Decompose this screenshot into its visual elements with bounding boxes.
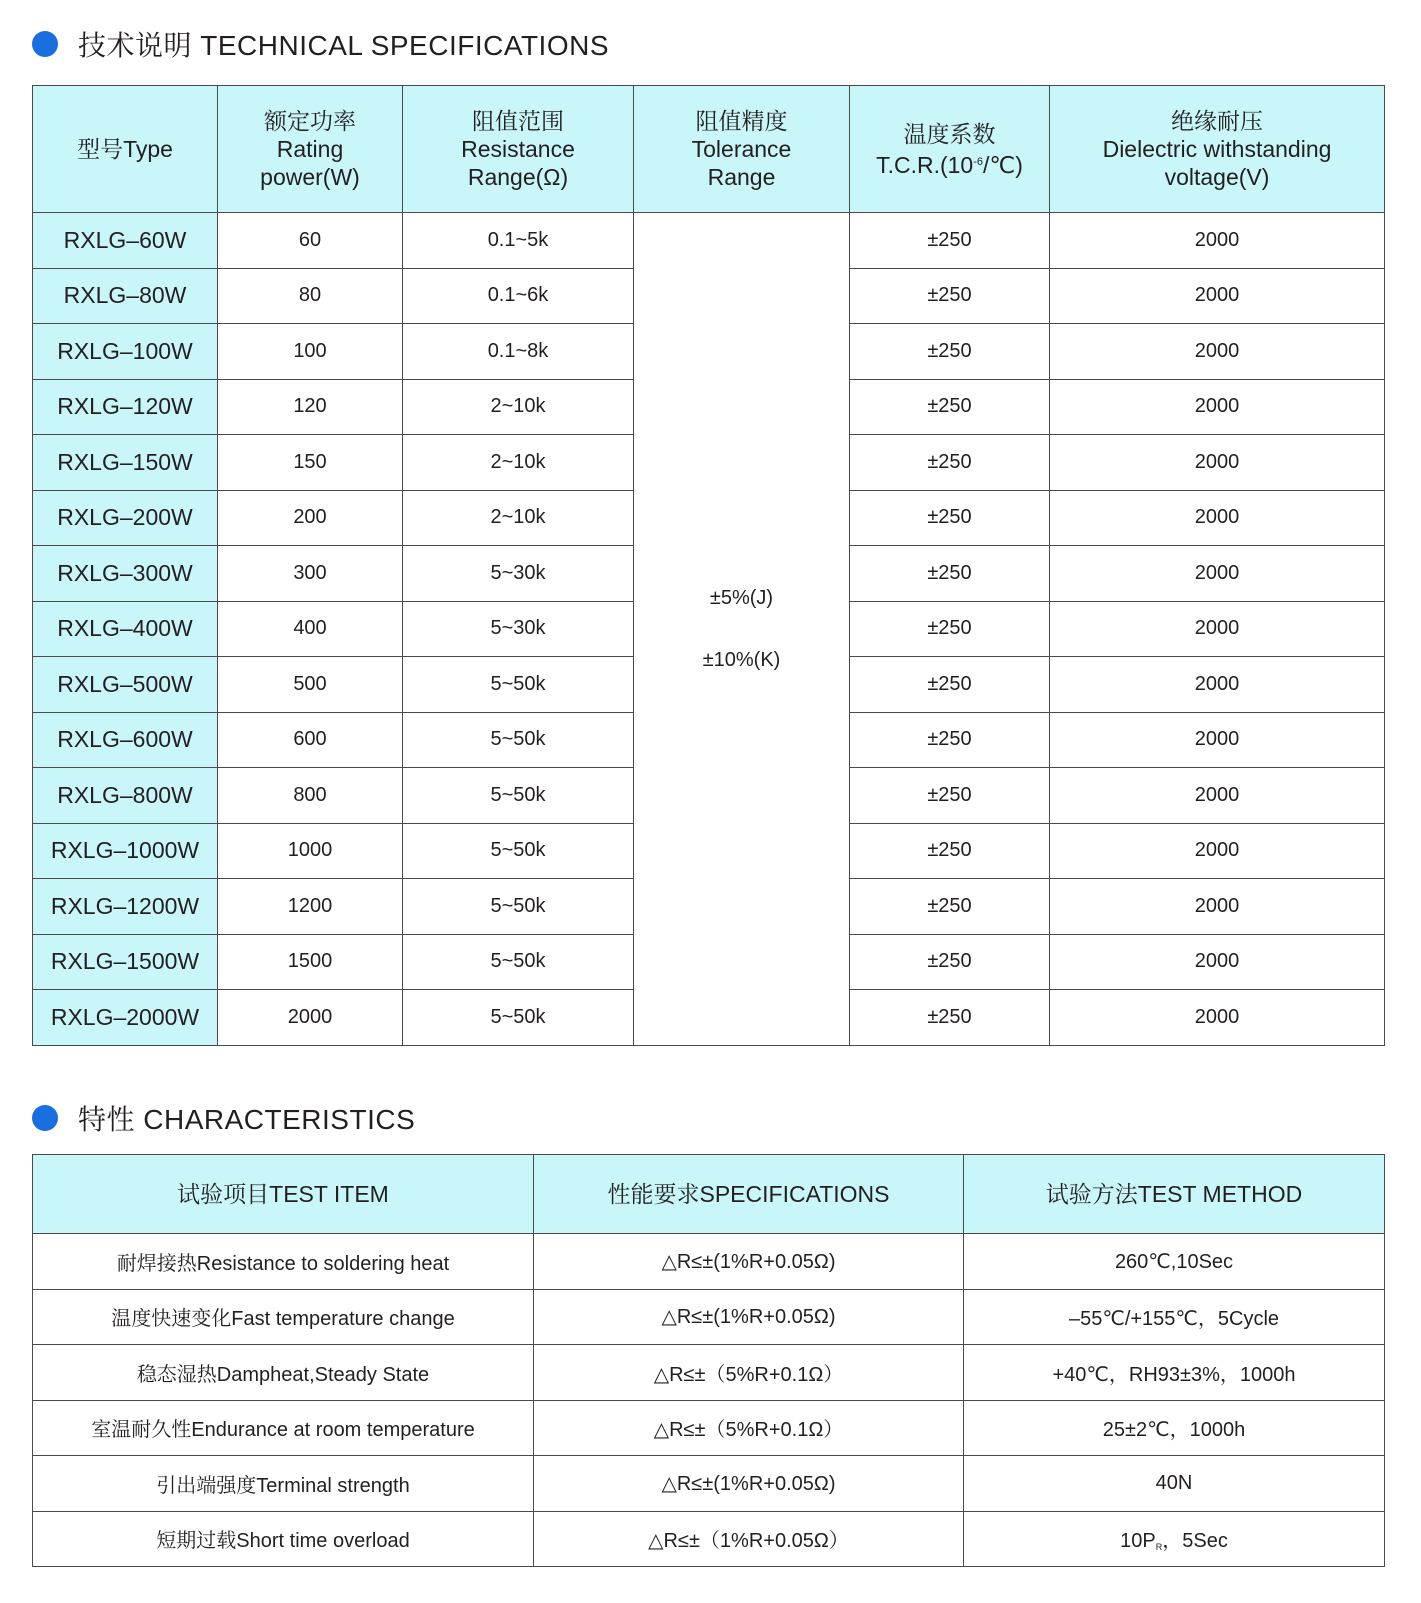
cell-power: 800 <box>218 768 403 824</box>
cell-tcr: ±250 <box>850 934 1050 990</box>
cell-voltage: 2000 <box>1050 546 1385 602</box>
cell-spec: △R≤±(1%R+0.05Ω) <box>534 1456 964 1512</box>
cell-power: 1200 <box>218 879 403 935</box>
cell-tcr: ±250 <box>850 324 1050 380</box>
cell-type: RXLG–2000W <box>33 990 218 1046</box>
cell-type: RXLG–150W <box>33 435 218 491</box>
cell-spec: △R≤±(1%R+0.05Ω) <box>534 1289 964 1345</box>
cell-range: 0.1~6k <box>403 268 634 324</box>
cell-test-item: 引出端强度Terminal strength <box>33 1456 534 1512</box>
cell-method: 25±2℃，1000h <box>964 1400 1385 1456</box>
cell-power: 60 <box>218 213 403 269</box>
cell-power: 1000 <box>218 823 403 879</box>
header-power: 额定功率 Rating power(W) <box>218 86 403 213</box>
cell-tcr: ±250 <box>850 823 1050 879</box>
cell-type: RXLG–500W <box>33 657 218 713</box>
cell-type: RXLG–100W <box>33 324 218 380</box>
char-title-text: 特性 CHARACTERISTICS <box>78 1104 416 1135</box>
cell-voltage: 2000 <box>1050 934 1385 990</box>
cell-test-item: 室温耐久性Endurance at room temperature <box>33 1400 534 1456</box>
cell-power: 100 <box>218 324 403 380</box>
table-row <box>33 1400 1385 1456</box>
cell-range: 5~30k <box>403 601 634 657</box>
cell-range: 5~50k <box>403 712 634 768</box>
cell-voltage: 2000 <box>1050 990 1385 1046</box>
cell-voltage: 2000 <box>1050 657 1385 713</box>
spec-title-text: 技术说明 TECHNICAL SPECIFICATIONS <box>78 30 609 61</box>
cell-type: RXLG–200W <box>33 490 218 546</box>
cell-tcr: ±250 <box>850 546 1050 602</box>
cell-voltage: 2000 <box>1050 379 1385 435</box>
cell-type: RXLG–800W <box>33 768 218 824</box>
char-header-row <box>33 1155 1385 1234</box>
cell-voltage: 2000 <box>1050 268 1385 324</box>
cell-method: +40℃，RH93±3%，1000h <box>964 1345 1385 1401</box>
header-tcr: 温度系数 $T.C.R.(10^{-6}/℃)$ <box>850 86 1050 213</box>
cell-tolerance <box>634 213 850 1046</box>
cell-range: 5~50k <box>403 768 634 824</box>
tolerance-j: ±5%(J) <box>709 586 774 609</box>
cell-power: 2000 <box>218 990 403 1046</box>
cell-tcr: ±250 <box>850 657 1050 713</box>
cell-type: RXLG–120W <box>33 379 218 435</box>
cell-tcr: ±250 <box>850 601 1050 657</box>
cell-type: RXLG–80W <box>33 268 218 324</box>
cell-power: 120 <box>218 379 403 435</box>
cell-type: RXLG–60W <box>33 213 218 269</box>
cell-range: 2~10k <box>403 435 634 491</box>
cell-power: 500 <box>218 657 403 713</box>
cell-tcr: ±250 <box>850 213 1050 269</box>
cell-type: RXLG–300W <box>33 546 218 602</box>
header-type: 型号Type <box>33 86 218 213</box>
cell-test-item: 耐焊接热Resistance to soldering heat <box>33 1234 534 1290</box>
cell-method: 40N <box>964 1456 1385 1512</box>
tolerance-k: ±10%(K) <box>702 648 781 671</box>
cell-tcr: ±250 <box>850 768 1050 824</box>
cell-power: 200 <box>218 490 403 546</box>
cell-tcr: ±250 <box>850 268 1050 324</box>
cell-spec: △R≤±（5%R+0.1Ω） <box>534 1345 964 1401</box>
header-test-method: 试验方法TEST METHOD <box>964 1155 1385 1234</box>
table-row <box>33 1511 1385 1567</box>
cell-voltage: 2000 <box>1050 768 1385 824</box>
cell-range: 5~50k <box>403 990 634 1046</box>
table-row <box>33 1289 1385 1345</box>
cell-power: 600 <box>218 712 403 768</box>
cell-voltage: 2000 <box>1050 213 1385 269</box>
table-row <box>33 1345 1385 1401</box>
cell-range: 0.1~8k <box>403 324 634 380</box>
cell-type: RXLG–1200W <box>33 879 218 935</box>
cell-range: 5~50k <box>403 934 634 990</box>
header-tolerance: 阻值精度 Tolerance Range <box>634 86 850 213</box>
header-dielectric: 绝缘耐压 Dielectric withstanding voltage(V) <box>1050 86 1385 213</box>
cell-voltage: 2000 <box>1050 712 1385 768</box>
cell-range: 2~10k <box>403 490 634 546</box>
cell-range: 0.1~5k <box>403 213 634 269</box>
table-row <box>33 213 1385 269</box>
cell-range: 5~50k <box>403 823 634 879</box>
cell-type: RXLG–1000W <box>33 823 218 879</box>
cell-tcr: ±250 <box>850 435 1050 491</box>
cell-type: RXLG–600W <box>33 712 218 768</box>
cell-tcr: ±250 <box>850 379 1050 435</box>
cell-voltage: 2000 <box>1050 490 1385 546</box>
cell-tcr: ±250 <box>850 879 1050 935</box>
cell-power: 150 <box>218 435 403 491</box>
cell-power: 300 <box>218 546 403 602</box>
cell-power: 1500 <box>218 934 403 990</box>
table-row <box>33 1456 1385 1512</box>
cell-tcr: ±250 <box>850 490 1050 546</box>
cell-voltage: 2000 <box>1050 823 1385 879</box>
cell-method: –55℃/+155℃，5Cycle <box>964 1289 1385 1345</box>
cell-power: 400 <box>218 601 403 657</box>
cell-tcr: ±250 <box>850 712 1050 768</box>
spec-section-title <box>32 22 609 66</box>
cell-power: 80 <box>218 268 403 324</box>
cell-tcr: ±250 <box>850 990 1050 1046</box>
cell-range: 5~50k <box>403 879 634 935</box>
cell-type: RXLG–400W <box>33 601 218 657</box>
char-table <box>32 1154 1385 1567</box>
header-resistance: 阻值范围 Resistance Range(Ω) <box>403 86 634 213</box>
cell-type: RXLG–1500W <box>33 934 218 990</box>
cell-voltage: 2000 <box>1050 601 1385 657</box>
cell-test-item: 稳态湿热Dampheat,Steady State <box>33 1345 534 1401</box>
cell-spec: △R≤±（1%R+0.05Ω） <box>534 1511 964 1567</box>
bullet-icon <box>32 1105 58 1131</box>
char-section-title <box>32 1096 415 1140</box>
cell-voltage: 2000 <box>1050 879 1385 935</box>
cell-spec: △R≤±(1%R+0.05Ω) <box>534 1234 964 1290</box>
header-test-item: 试验项目TEST ITEM <box>33 1155 534 1234</box>
cell-method: $10P_R$，5Sec <box>964 1511 1385 1567</box>
spec-header-row <box>33 86 1385 213</box>
header-specifications: 性能要求SPECIFICATIONS <box>534 1155 964 1234</box>
cell-method: 260℃,10Sec <box>964 1234 1385 1290</box>
bullet-icon <box>32 31 58 57</box>
cell-test-item: 短期过载Short time overload <box>33 1511 534 1567</box>
cell-range: 2~10k <box>403 379 634 435</box>
cell-voltage: 2000 <box>1050 324 1385 380</box>
cell-voltage: 2000 <box>1050 435 1385 491</box>
cell-range: 5~50k <box>403 657 634 713</box>
cell-test-item: 温度快速变化Fast temperature change <box>33 1289 534 1345</box>
table-row <box>33 1234 1385 1290</box>
cell-spec: △R≤±（5%R+0.1Ω） <box>534 1400 964 1456</box>
spec-table <box>32 85 1385 1046</box>
cell-range: 5~30k <box>403 546 634 602</box>
